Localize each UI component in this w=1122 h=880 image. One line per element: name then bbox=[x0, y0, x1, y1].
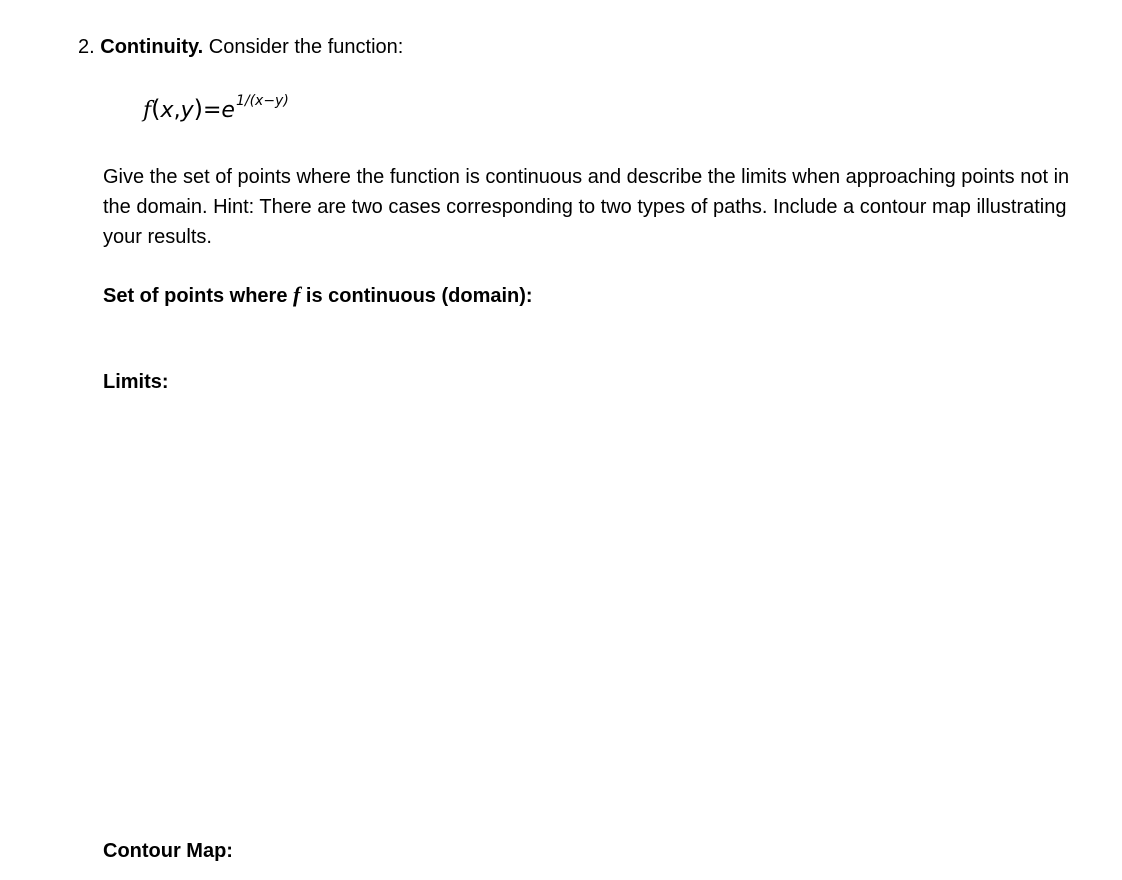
domain-label-var: f bbox=[293, 282, 301, 307]
domain-section-label bbox=[103, 282, 533, 309]
problem-number: 2. bbox=[78, 36, 95, 58]
limits-section-label: Limits: bbox=[103, 371, 169, 393]
domain-answer-area[interactable] bbox=[103, 310, 1063, 365]
contour-map-section-label: Contour Map: bbox=[103, 840, 233, 862]
formula-open-paren: ( bbox=[151, 95, 161, 123]
formula-var-y: y bbox=[180, 98, 194, 123]
limits-answer-area[interactable] bbox=[103, 398, 1063, 828]
instructions-paragraph: Give the set of points where the function is continuous and describe the limits when approaching points not in the domain. Hint: There are two cases corresponding to two types of paths. Include a contour map illustrating your results. bbox=[103, 166, 1070, 248]
formula-function-name: f bbox=[143, 98, 152, 123]
domain-label-before: Set of points where bbox=[103, 285, 294, 307]
domain-label-after: is continuous (domain): bbox=[300, 285, 533, 307]
formula-var-x: x bbox=[160, 98, 174, 123]
problem-topic: Continuity. bbox=[100, 36, 204, 58]
formula-base: e bbox=[221, 98, 235, 123]
problem-intro: Consider the function: bbox=[208, 36, 404, 58]
problem-heading bbox=[78, 34, 403, 60]
formula-close-paren: ) bbox=[193, 95, 203, 123]
formula-equals: = bbox=[202, 98, 222, 123]
formula-exponent: 1/(x−y) bbox=[235, 93, 289, 109]
formula-comma: , bbox=[173, 98, 181, 123]
function-formula bbox=[143, 94, 289, 128]
